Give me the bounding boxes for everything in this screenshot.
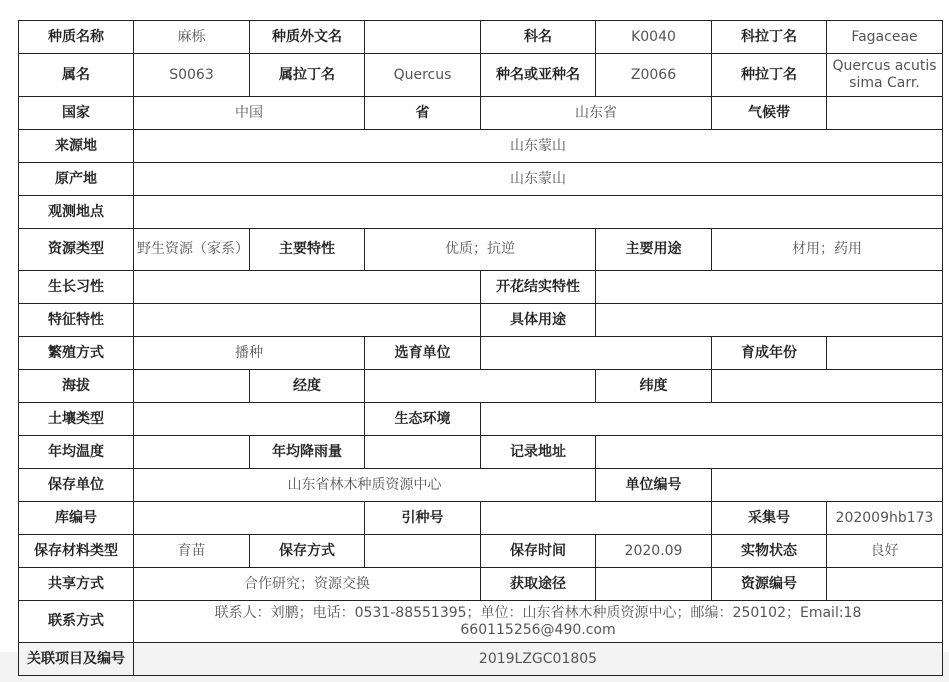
table-row bbox=[19, 54, 943, 97]
value-ecology bbox=[481, 403, 943, 436]
value-intro-code bbox=[481, 502, 712, 535]
table-row bbox=[19, 97, 943, 130]
value-avg-temp bbox=[134, 436, 250, 469]
label-avg-rain: 年均降雨量 bbox=[250, 436, 365, 469]
value-record-address bbox=[596, 436, 943, 469]
label-family-latin: 科拉丁名 bbox=[712, 21, 827, 54]
label-main-use: 主要用途 bbox=[596, 229, 712, 271]
label-altitude: 海拔 bbox=[19, 370, 134, 403]
table-row bbox=[19, 21, 943, 54]
label-collection-code: 采集号 bbox=[712, 502, 827, 535]
label-germplasm-name: 种质名称 bbox=[19, 21, 134, 54]
value-specific-use bbox=[596, 304, 943, 337]
label-propagation: 繁殖方式 bbox=[19, 337, 134, 370]
label-observation-site: 观测地点 bbox=[19, 196, 134, 229]
value-contact: 联系人：刘鹏；电话：0531-88551395；单位：山东省林木种质资源中心；邮编：250102；Email:18660115256@490.com bbox=[134, 601, 943, 643]
value-main-use: 材用；药用 bbox=[712, 229, 943, 271]
table-row bbox=[19, 271, 943, 304]
label-storage-time: 保存时间 bbox=[481, 535, 596, 568]
value-characteristics bbox=[134, 304, 481, 337]
value-related-project: 2019LZGC01805 bbox=[134, 643, 943, 676]
label-storage-unit: 保存单位 bbox=[19, 469, 134, 502]
table-row bbox=[19, 502, 943, 535]
label-breeding-year: 育成年份 bbox=[712, 337, 827, 370]
label-genus-latin: 属拉丁名 bbox=[250, 54, 365, 97]
value-resource-type: 野生资源（家系） bbox=[134, 229, 250, 271]
label-species-latin: 种拉丁名 bbox=[712, 54, 827, 97]
value-storage-method bbox=[365, 535, 481, 568]
label-foreign-name: 种质外文名 bbox=[250, 21, 365, 54]
value-province: 山东省 bbox=[481, 97, 712, 130]
value-family: K0040 bbox=[596, 21, 712, 54]
label-resource-code: 资源编号 bbox=[712, 568, 827, 601]
value-avg-rain bbox=[365, 436, 481, 469]
label-flowering: 开花结实特性 bbox=[481, 271, 596, 304]
value-foreign-name bbox=[365, 21, 481, 54]
table-row bbox=[19, 403, 943, 436]
value-origin: 山东蒙山 bbox=[134, 163, 943, 196]
label-resource-type: 资源类型 bbox=[19, 229, 134, 271]
value-breeding-unit bbox=[481, 337, 712, 370]
table-row bbox=[19, 163, 943, 196]
label-soil-type: 土壤类型 bbox=[19, 403, 134, 436]
value-country: 中国 bbox=[134, 97, 365, 130]
label-source: 来源地 bbox=[19, 130, 134, 163]
label-genus: 属名 bbox=[19, 54, 134, 97]
value-resource-code bbox=[827, 568, 943, 601]
label-related-project: 关联项目及编号 bbox=[19, 643, 134, 676]
label-breeding-unit: 选育单位 bbox=[365, 337, 481, 370]
value-physical-status: 良好 bbox=[827, 535, 943, 568]
label-avg-temp: 年均温度 bbox=[19, 436, 134, 469]
table-row bbox=[19, 643, 943, 676]
value-altitude bbox=[134, 370, 250, 403]
value-collection-code: 202009hb173 bbox=[827, 502, 943, 535]
label-access-route: 获取途径 bbox=[481, 568, 596, 601]
table-row bbox=[19, 130, 943, 163]
label-depot-code: 库编号 bbox=[19, 502, 134, 535]
value-main-traits: 优质；抗逆 bbox=[365, 229, 596, 271]
label-main-traits: 主要特性 bbox=[250, 229, 365, 271]
value-longitude bbox=[365, 370, 596, 403]
table-row bbox=[19, 535, 943, 568]
value-genus-latin: Quercus bbox=[365, 54, 481, 97]
germplasm-info-table bbox=[18, 20, 943, 676]
label-physical-status: 实物状态 bbox=[712, 535, 827, 568]
value-depot-code bbox=[134, 502, 365, 535]
label-species-name: 种名或亚种名 bbox=[481, 54, 596, 97]
value-flowering bbox=[596, 271, 943, 304]
label-latitude: 纬度 bbox=[596, 370, 712, 403]
label-intro-code: 引种号 bbox=[365, 502, 481, 535]
label-contact: 联系方式 bbox=[19, 601, 134, 643]
value-growth-habit bbox=[134, 271, 481, 304]
table-row bbox=[19, 601, 943, 643]
label-family: 科名 bbox=[481, 21, 596, 54]
value-climate-zone bbox=[827, 97, 943, 130]
value-breeding-year bbox=[827, 337, 943, 370]
value-family-latin: Fagaceae bbox=[827, 21, 943, 54]
table-row bbox=[19, 436, 943, 469]
value-species-name: Z0066 bbox=[596, 54, 712, 97]
table-row bbox=[19, 229, 943, 271]
label-province: 省 bbox=[365, 97, 481, 130]
value-storage-unit: 山东省林木种质资源中心 bbox=[134, 469, 596, 502]
table-row bbox=[19, 469, 943, 502]
value-unit-code bbox=[712, 469, 943, 502]
label-storage-method: 保存方式 bbox=[250, 535, 365, 568]
table-row bbox=[19, 370, 943, 403]
value-propagation: 播种 bbox=[134, 337, 365, 370]
label-ecology: 生态环境 bbox=[365, 403, 481, 436]
value-soil-type bbox=[134, 403, 365, 436]
table-row bbox=[19, 304, 943, 337]
label-country: 国家 bbox=[19, 97, 134, 130]
value-germplasm-name: 麻栎 bbox=[134, 21, 250, 54]
label-unit-code: 单位编号 bbox=[596, 469, 712, 502]
value-genus: S0063 bbox=[134, 54, 250, 97]
label-longitude: 经度 bbox=[250, 370, 365, 403]
value-material-type: 育苗 bbox=[134, 535, 250, 568]
label-origin: 原产地 bbox=[19, 163, 134, 196]
label-material-type: 保存材料类型 bbox=[19, 535, 134, 568]
table-row bbox=[19, 196, 943, 229]
value-storage-time: 2020.09 bbox=[596, 535, 712, 568]
value-latitude bbox=[712, 370, 943, 403]
value-observation-site bbox=[134, 196, 943, 229]
value-species-latin: Quercus acutissima Carr. bbox=[827, 54, 943, 97]
label-growth-habit: 生长习性 bbox=[19, 271, 134, 304]
value-source: 山东蒙山 bbox=[134, 130, 943, 163]
table-row bbox=[19, 337, 943, 370]
value-sharing-mode: 合作研究；资源交换 bbox=[134, 568, 481, 601]
label-record-address: 记录地址 bbox=[481, 436, 596, 469]
value-access-route bbox=[596, 568, 712, 601]
table-row bbox=[19, 568, 943, 601]
label-sharing-mode: 共享方式 bbox=[19, 568, 134, 601]
label-characteristics: 特征特性 bbox=[19, 304, 134, 337]
label-specific-use: 具体用途 bbox=[481, 304, 596, 337]
label-climate-zone: 气候带 bbox=[712, 97, 827, 130]
